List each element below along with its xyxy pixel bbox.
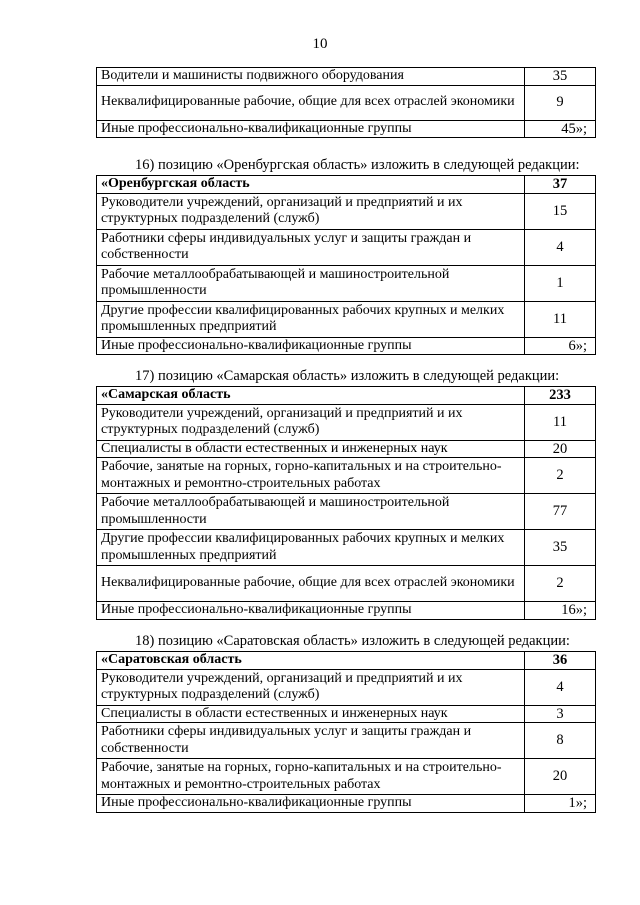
table-row [97,705,596,723]
occupation-value: 77 [525,494,596,530]
region-total: 233 [525,387,596,405]
table-row [97,301,596,337]
region-name: «Самарская область [97,387,525,405]
occupation-value: 3 [525,705,596,723]
occupation-label: Руководители учреждений, организаций и предприятий и их структурных подразделений (служб) [97,669,525,705]
table-row [97,85,596,120]
occupation-value: 35 [525,68,596,86]
table-row [97,669,596,705]
occupation-label: Водители и машинисты подвижного оборудования [97,68,525,86]
occupation-value: 4 [525,669,596,705]
occupation-value: 20 [525,440,596,458]
section-intro: 16) позицию «Оренбургская область» изложить в следующей редакции: [135,157,580,173]
occupation-label: Рабочие, занятые на горных, горно-капитальных и на строительно-монтажных и ремонтно-строительных работах [97,458,525,494]
region-total: 37 [525,176,596,194]
occupation-label: Неквалифицированные рабочие, общие для всех отраслей экономики [97,85,525,120]
region-header-row [97,176,596,194]
occupation-label: Рабочие металлообрабатывающей и машиностроительной промышленности [97,494,525,530]
occupation-label: Работники сферы индивидуальных услуг и защиты граждан и собственности [97,723,525,759]
region-total: 36 [525,652,596,670]
occupation-value: 4 [525,229,596,265]
occupation-label: Руководители учреждений, организаций и предприятий и их структурных подразделений (служб) [97,193,525,229]
occupation-value: 45»; [525,120,596,138]
table-row [97,530,596,566]
occupation-value: 6»; [525,337,596,355]
table-row [97,759,596,795]
occupation-label: Работники сферы индивидуальных услуг и защиты граждан и собственности [97,229,525,265]
occupation-label: Другие профессии квалифицированных рабочих крупных и мелких промышленных предприятий [97,301,525,337]
occupation-label: Другие профессии квалифицированных рабочих крупных и мелких промышленных предприятий [97,530,525,566]
section-intro: 18) позицию «Саратовская область» изложить в следующей редакции: [135,633,570,649]
occupation-label: Иные профессионально-квалификационные группы [97,120,525,138]
occupation-label: Иные профессионально-квалификационные группы [97,795,525,813]
table-row [97,404,596,440]
occupation-value: 35 [525,530,596,566]
occupation-label: Рабочие металлообрабатывающей и машиностроительной промышленности [97,265,525,301]
region-header-row [97,652,596,670]
occupation-value: 15 [525,193,596,229]
occupation-value: 11 [525,301,596,337]
region-table-orenburg [96,175,596,355]
occupation-label: Специалисты в области естественных и инженерных наук [97,440,525,458]
table-row [97,723,596,759]
table-row [97,68,596,86]
table-row [97,458,596,494]
continuation-table [96,67,596,138]
table-row [97,120,596,138]
occupation-value: 9 [525,85,596,120]
occupation-label: Неквалифицированные рабочие, общие для всех отраслей экономики [97,566,525,602]
occupation-value: 8 [525,723,596,759]
occupation-value: 11 [525,404,596,440]
table-row [97,494,596,530]
occupation-label: Специалисты в области естественных и инженерных наук [97,705,525,723]
table-row [97,602,596,620]
table-row [97,337,596,355]
region-name: «Саратовская область [97,652,525,670]
region-name: «Оренбургская область [97,176,525,194]
occupation-value: 1 [525,265,596,301]
table-row [97,566,596,602]
region-header-row [97,387,596,405]
occupation-label: Рабочие, занятые на горных, горно-капитальных и на строительно-монтажных и ремонтно-строительных работах [97,759,525,795]
table-row [97,229,596,265]
occupation-value: 2 [525,566,596,602]
occupation-value: 2 [525,458,596,494]
occupation-label: Иные профессионально-квалификационные группы [97,337,525,355]
table-row [97,265,596,301]
occupation-label: Иные профессионально-квалификационные группы [97,602,525,620]
occupation-label: Руководители учреждений, организаций и предприятий и их структурных подразделений (служб) [97,404,525,440]
section-intro: 17) позицию «Самарская область» изложить в следующей редакции: [135,368,560,384]
region-table-samara [96,386,596,620]
occupation-value: 20 [525,759,596,795]
table-row [97,795,596,813]
occupation-value: 16»; [525,602,596,620]
table-row [97,193,596,229]
region-table-saratov [96,651,596,813]
page-number: 10 [312,36,328,52]
occupation-value: 1»; [525,795,596,813]
table-row [97,440,596,458]
